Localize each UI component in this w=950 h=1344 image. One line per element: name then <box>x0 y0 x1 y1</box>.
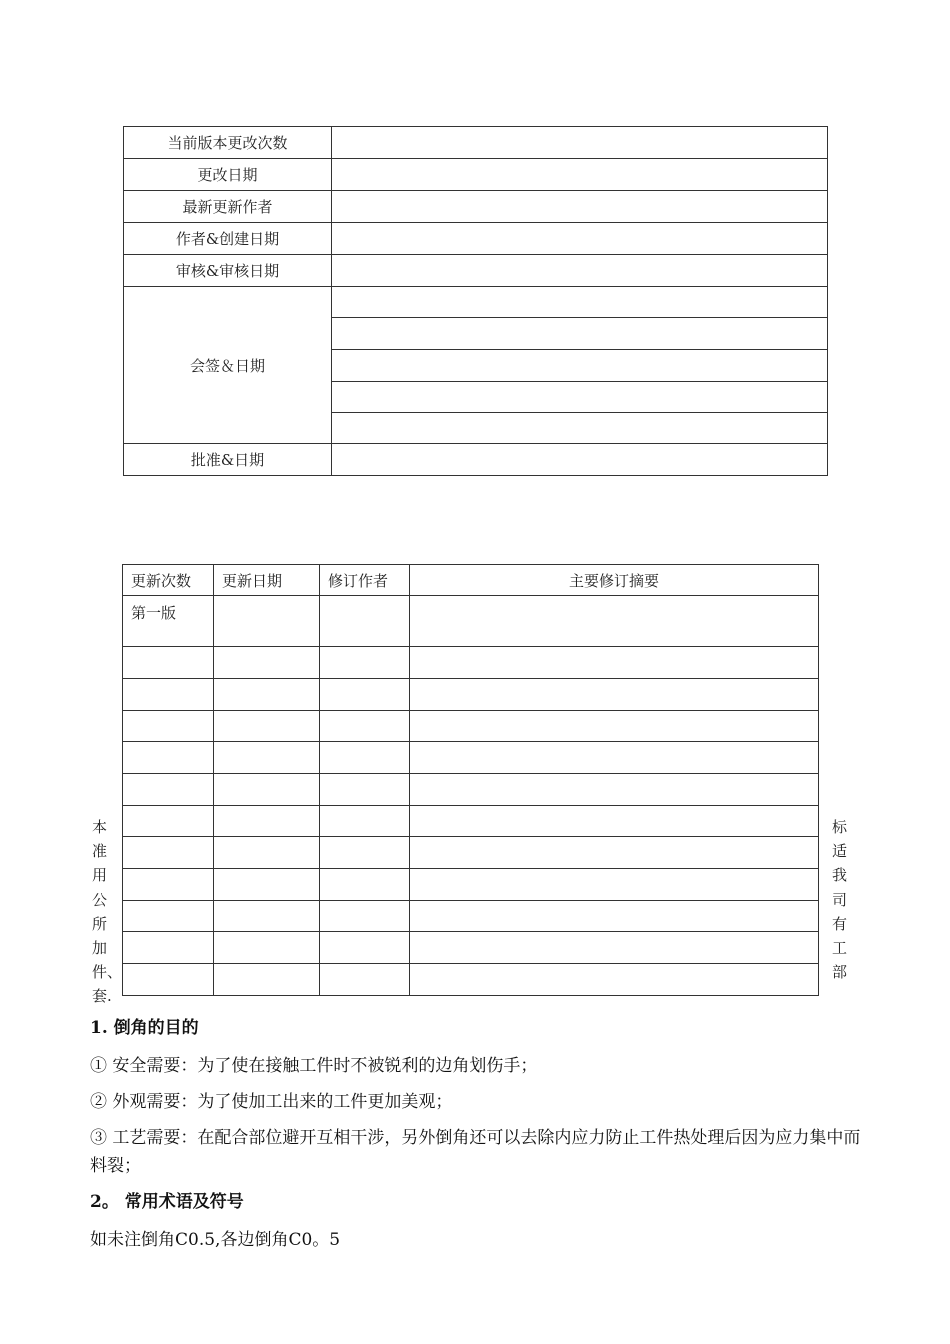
cell-revision-summary[interactable] <box>410 964 819 996</box>
cell-revision-count[interactable] <box>123 679 214 711</box>
cell-revision-date[interactable] <box>214 647 320 679</box>
value-countersign-4[interactable] <box>332 382 828 413</box>
revision-history-table <box>122 564 819 996</box>
table-row <box>123 837 819 869</box>
cell-revision-author[interactable] <box>320 742 410 774</box>
section-heading-terms: 2。 常用术语及符号 <box>90 1192 244 1212</box>
label-countersign-date: 会签＆日期 <box>124 287 332 444</box>
side-char: 加 <box>92 939 108 958</box>
value-countersign-1[interactable] <box>332 287 828 318</box>
value-countersign-3[interactable] <box>332 350 828 382</box>
cell-revision-date[interactable] <box>214 711 320 742</box>
cell-revision-date[interactable] <box>214 901 320 932</box>
cell-revision-summary[interactable] <box>410 596 819 647</box>
revision-header-row <box>123 565 819 596</box>
table-row <box>123 901 819 932</box>
side-char: 套. <box>92 987 112 1006</box>
side-char: 部 <box>832 963 848 982</box>
cell-revision-count[interactable] <box>123 742 214 774</box>
cell-revision-summary[interactable] <box>410 932 819 964</box>
cell-revision-count[interactable] <box>123 774 214 806</box>
table-row <box>123 596 819 647</box>
approval-table <box>123 126 828 476</box>
side-char: 适 <box>832 842 848 861</box>
left-side-text <box>92 815 122 1009</box>
cell-revision-author[interactable] <box>320 711 410 742</box>
cell-revision-count[interactable] <box>123 711 214 742</box>
cell-revision-author[interactable] <box>320 647 410 679</box>
purpose-item-appearance: ② 外观需要：为了使加工出来的工件更加美观； <box>90 1092 453 1112</box>
cell-revision-summary[interactable] <box>410 742 819 774</box>
cell-revision-date[interactable] <box>214 596 320 647</box>
right-side-text <box>832 815 856 984</box>
value-review-date[interactable] <box>332 255 828 287</box>
cell-revision-date[interactable] <box>214 964 320 996</box>
cell-revision-author[interactable] <box>320 869 410 901</box>
table-row <box>123 647 819 679</box>
cell-revision-author[interactable] <box>320 806 410 837</box>
cell-revision-count[interactable] <box>123 964 214 996</box>
cell-revision-date[interactable] <box>214 806 320 837</box>
chamfer-note: 如未注倒角C0.5,各边倒角C0。5 <box>90 1230 341 1250</box>
value-approve-date[interactable] <box>332 444 828 476</box>
cell-revision-count[interactable] <box>123 806 214 837</box>
cell-revision-date[interactable] <box>214 742 320 774</box>
table-row <box>123 774 819 806</box>
cell-revision-count[interactable]: 第一版 <box>123 596 214 647</box>
table-row <box>123 964 819 996</box>
cell-revision-author[interactable] <box>320 679 410 711</box>
label-review-date: 审核&审核日期 <box>124 255 332 287</box>
cell-revision-date[interactable] <box>214 932 320 964</box>
value-latest-author[interactable] <box>332 191 828 223</box>
side-char: 司 <box>832 890 848 909</box>
value-countersign-2[interactable] <box>332 318 828 350</box>
cell-revision-author[interactable] <box>320 837 410 869</box>
table-row <box>123 679 819 711</box>
cell-revision-date[interactable] <box>214 774 320 806</box>
section-heading-purpose: 1. 倒角的目的 <box>90 1018 199 1038</box>
cell-revision-summary[interactable] <box>410 901 819 932</box>
label-author-create-date: 作者&创建日期 <box>124 223 332 255</box>
table-row <box>123 806 819 837</box>
cell-revision-author[interactable] <box>320 964 410 996</box>
cell-revision-count[interactable] <box>123 647 214 679</box>
side-char: 有 <box>832 914 848 933</box>
header-revision-author: 修订作者 <box>320 565 410 596</box>
cell-revision-summary[interactable] <box>410 647 819 679</box>
side-char: 准 <box>92 842 108 861</box>
side-char: 工 <box>832 939 848 958</box>
cell-revision-summary[interactable] <box>410 679 819 711</box>
cell-revision-summary[interactable] <box>410 774 819 806</box>
table-row <box>123 932 819 964</box>
cell-revision-author[interactable] <box>320 901 410 932</box>
cell-revision-count[interactable] <box>123 837 214 869</box>
side-char: 用 <box>92 866 108 885</box>
cell-revision-summary[interactable] <box>410 711 819 742</box>
table-row <box>123 711 819 742</box>
cell-revision-author[interactable] <box>320 774 410 806</box>
cell-revision-date[interactable] <box>214 679 320 711</box>
label-current-revision-count: 当前版本更改次数 <box>124 127 332 159</box>
header-revision-summary: 主要修订摘要 <box>410 565 819 596</box>
purpose-item-safety: ① 安全需要：为了使在接触工件时不被锐利的边角划伤手； <box>90 1056 538 1076</box>
label-change-date: 更改日期 <box>124 159 332 191</box>
cell-revision-author[interactable] <box>320 932 410 964</box>
label-approve-date: 批准&日期 <box>124 444 332 476</box>
label-latest-author: 最新更新作者 <box>124 191 332 223</box>
cell-revision-count[interactable] <box>123 869 214 901</box>
table-row <box>123 869 819 901</box>
side-char: 标 <box>832 818 848 836</box>
cell-revision-summary[interactable] <box>410 869 819 901</box>
side-char: 所 <box>92 914 108 933</box>
side-char: 我 <box>832 866 848 885</box>
side-char: 公 <box>92 890 108 909</box>
purpose-item-process: ③ 工艺需要：在配合部位避开互相干涉，另外倒角还可以去除内应力防止工件热处理后因为应力集中而料裂； <box>90 1128 861 1176</box>
cell-revision-count[interactable] <box>123 901 214 932</box>
cell-revision-author[interactable] <box>320 596 410 647</box>
cell-revision-summary[interactable] <box>410 806 819 837</box>
value-countersign-5[interactable] <box>332 413 828 444</box>
side-char: 本 <box>92 818 108 836</box>
cell-revision-date[interactable] <box>214 869 320 901</box>
cell-revision-summary[interactable] <box>410 837 819 869</box>
table-row <box>123 742 819 774</box>
side-char: 件、 <box>92 963 123 982</box>
cell-revision-count[interactable] <box>123 932 214 964</box>
header-revision-count: 更新次数 <box>123 565 214 596</box>
value-current-revision-count[interactable] <box>332 127 828 159</box>
value-author-create-date[interactable] <box>332 223 828 255</box>
value-change-date[interactable] <box>332 159 828 191</box>
header-revision-date: 更新日期 <box>214 565 320 596</box>
cell-revision-date[interactable] <box>214 837 320 869</box>
